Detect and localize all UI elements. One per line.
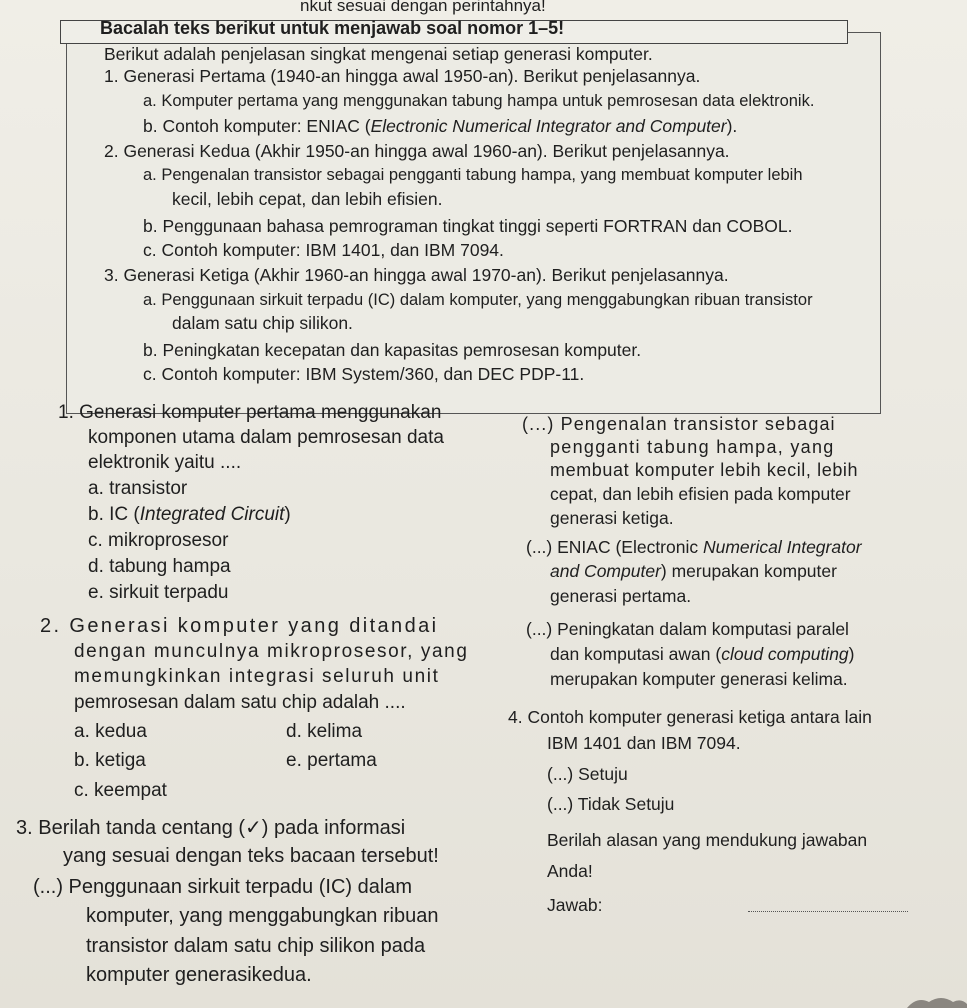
top-instruction-fragment: nkut sesuai dengan perintahnya! bbox=[300, 0, 546, 15]
gen2-point-a-line1: a. Pengenalan transistor sebagai pengganti tabung hampa, yang membuat komputer lebih bbox=[143, 166, 803, 184]
q3-statement-4-line3: merupakan komputer generasi kelima. bbox=[550, 669, 848, 689]
q2-stem-line4: pemrosesan dalam satu chip adalah .... bbox=[74, 692, 406, 713]
q4-stem-line2: IBM 1401 dan IBM 7094. bbox=[547, 733, 741, 753]
q4-reason-prompt-line2: Anda! bbox=[547, 861, 593, 881]
q1-option-d[interactable]: d. tabung hampa bbox=[88, 556, 231, 577]
gen3-title: 3. Generasi Ketiga (Akhir 1960-an hingga awal 1970-an). Berikut penjelasannya. bbox=[104, 265, 729, 285]
gen2-title: 2. Generasi Kedua (Akhir 1950-an hingga awal 1960-an). Berikut penjelasannya. bbox=[104, 141, 730, 161]
q3-statement-2-line3: membuat komputer lebih kecil, lebih bbox=[550, 460, 859, 480]
q3-statement-2-line2: pengganti tabung hampa, yang bbox=[550, 437, 835, 457]
q3-statement-3-line2: and Computer) merupakan komputer bbox=[550, 561, 837, 581]
q2-option-a[interactable]: a. kedua bbox=[74, 721, 147, 742]
q3-statement-1-line2: komputer, yang menggabungkan ribuan bbox=[86, 905, 439, 927]
gen1-point-b: b. Contoh komputer: ENIAC (Electronic Numerical Integrator and Computer). bbox=[143, 116, 738, 136]
q4-stem-line1: 4. Contoh komputer generasi ketiga antara lain bbox=[508, 707, 872, 727]
q3-stem-line2: yang sesuai dengan teks bacaan tersebut! bbox=[63, 845, 439, 867]
q2-option-b[interactable]: b. ketiga bbox=[74, 750, 146, 771]
q2-stem-line2: dengan munculnya mikroprosesor, yang bbox=[74, 641, 469, 662]
q3-statement-1-line3: transistor dalam satu chip silikon pada bbox=[86, 935, 426, 957]
gen1-point-a: a. Komputer pertama yang menggunakan tabung hampa untuk pemrosesan data elektronik. bbox=[143, 92, 815, 110]
gen2-point-b: b. Penggunaan bahasa pemrograman tingkat tinggi seperti FORTRAN dan COBOL. bbox=[143, 216, 793, 236]
gen3-point-a-line1: a. Penggunaan sirkuit terpadu (IC) dalam komputer, yang menggabungkan ribuan transistor bbox=[143, 291, 813, 309]
q4-reason-prompt-line1: Berilah alasan yang mendukung jawaban bbox=[547, 830, 868, 850]
gen2-point-a-line2: kecil, lebih cepat, dan lebih efisien. bbox=[172, 189, 443, 209]
gen3-point-b: b. Peningkatan kecepatan dan kapasitas pemrosesan komputer. bbox=[143, 340, 642, 360]
reading-instruction: Bacalah teks berikut untuk menjawab soal nomor 1–5! bbox=[100, 18, 565, 38]
q3-statement-2-line4: cepat, dan lebih efisien pada komputer bbox=[550, 484, 851, 504]
reading-intro: Berikut adalah penjelasan singkat mengenai setiap generasi komputer. bbox=[104, 44, 653, 64]
q1-option-e[interactable]: e. sirkuit terpadu bbox=[88, 582, 229, 603]
q2-stem-line1: 2. Generasi komputer yang ditandai bbox=[40, 615, 439, 637]
q2-option-e[interactable]: e. pertama bbox=[286, 750, 377, 771]
gen1-title: 1. Generasi Pertama (1940-an hingga awal 1950-an). Berikut penjelasannya. bbox=[104, 66, 701, 86]
q1-stem-line3: elektronik yaitu .... bbox=[88, 452, 242, 473]
q4-answer-label: Jawab: bbox=[547, 895, 603, 915]
q3-statement-1-line1: (...) Penggunaan sirkuit terpadu (IC) dalam bbox=[33, 876, 413, 898]
q3-statement-4-line1: (...) Peningkatan dalam komputasi paralel bbox=[526, 619, 849, 639]
q2-option-c[interactable]: c. keempat bbox=[74, 780, 167, 801]
q4-option-tidak-setuju[interactable]: (...) Tidak Setuju bbox=[547, 794, 675, 814]
q1-option-b[interactable]: b. IC (Integrated Circuit) bbox=[88, 504, 291, 525]
decorative-corner-icon bbox=[907, 994, 967, 1008]
gen3-point-a-line2: dalam satu chip silikon. bbox=[172, 313, 353, 333]
q2-option-d[interactable]: d. kelima bbox=[286, 721, 363, 742]
gen2-point-c: c. Contoh komputer: IBM 1401, dan IBM 7094. bbox=[143, 240, 504, 260]
q3-stem-line1: 3. Berilah tanda centang (✓) pada informasi bbox=[16, 817, 406, 839]
q3-statement-2-line5: generasi ketiga. bbox=[550, 508, 674, 528]
q3-statement-3-line1: (...) ENIAC (Electronic Numerical Integrator bbox=[526, 537, 862, 557]
q3-statement-1-line4: komputer generasikedua. bbox=[86, 964, 312, 986]
q4-answer-line[interactable] bbox=[748, 897, 908, 917]
q1-stem-line2: komponen utama dalam pemrosesan data bbox=[88, 427, 444, 448]
q1-option-c[interactable]: c. mikroprosesor bbox=[88, 530, 229, 551]
q1-option-a[interactable]: a. transistor bbox=[88, 478, 188, 499]
q3-statement-4-line2: dan komputasi awan (cloud computing) bbox=[550, 644, 855, 664]
gen3-point-c: c. Contoh komputer: IBM System/360, dan DEC PDP-11. bbox=[143, 364, 585, 384]
q2-stem-line3: memungkinkan integrasi seluruh unit bbox=[74, 666, 440, 687]
q3-statement-3-line3: generasi pertama. bbox=[550, 586, 692, 606]
q1-stem-line1: 1. Generasi komputer pertama menggunakan bbox=[58, 402, 442, 423]
q4-option-setuju[interactable]: (...) Setuju bbox=[547, 764, 628, 784]
q3-statement-2-line1: (...) Pengenalan transistor sebagai bbox=[522, 414, 836, 434]
